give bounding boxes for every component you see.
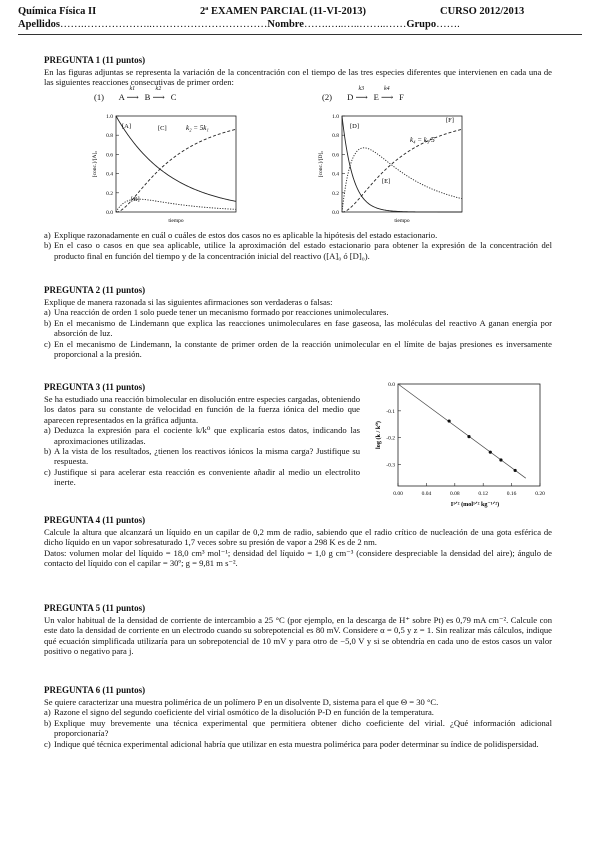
species-f: F: [399, 92, 404, 102]
q6-item-c: [44, 739, 552, 749]
item-text: Razone el signo del segundo coeficiente del virial osmótico de la disolución P-D en función de la temperatura.: [54, 707, 434, 718]
y-tick-label: -0.1: [386, 408, 395, 415]
fit-line: [398, 384, 526, 478]
q3-item-a: [44, 425, 360, 446]
q4-paragraph-2: Datos: volumen molar del líquido = 18,0 cm³ mol⁻¹; densidad del líquido = 1,0 g cm⁻³ (considere despreciable la densidad del aire); ángulo de contacto del líquido con el capilar = 30º; g = 9,81 m s⁻².: [44, 547, 552, 569]
q4-body: [44, 527, 552, 569]
x-tick-label: 0.08: [449, 491, 460, 497]
group-field: …….: [436, 19, 460, 30]
rate-annotation: k₂ = 5k₁: [186, 124, 209, 132]
label-c: [C]: [158, 125, 167, 132]
x-tick-label: 0.12: [478, 491, 489, 497]
item-text: Explique muy brevemente una técnica experimental que permitiera obtener dicho coeficiente del virial. ¿Qué información adicional proporcionaría?: [54, 717, 552, 739]
species-e: E: [373, 92, 379, 102]
species-b: B: [144, 92, 151, 102]
q1-scheme-2: [322, 86, 404, 102]
data-point: [499, 458, 502, 461]
y-tick-label: 0.2: [332, 190, 339, 197]
q6-intro: Se quiere caracterizar una muestra polimérica de un polímero P en un disolvente D, sistema para el que Θ = 30 °C.: [44, 697, 439, 707]
q6-item-a: [44, 707, 552, 717]
q6-item-b: [44, 718, 552, 739]
y-tick-label: 0.4: [106, 171, 113, 178]
item-text: Indique qué técnica experimental adicional habría que utilizar en esta muestra polimérica para poder determinar su índice de polidispersidad.: [54, 738, 539, 749]
x-tick-label: 0.20: [535, 491, 545, 497]
y-tick-label: 0.6: [332, 152, 339, 159]
item-text: Deduzca la expresión para el cociente k/k⁰ que explicaría estos datos, indicando las aproximaciones utilizadas.: [54, 425, 360, 446]
item-text: En el caso o casos en que sea aplicable, utilice la aproximación del estado estacionario para obtener la expresión de la concentración del producto final en función del tiempo y de la concentración inicial del reactivo ([A]₀ ó [D]₀).: [54, 240, 552, 261]
species-c: C: [170, 92, 177, 102]
item-label: a): [44, 707, 51, 718]
k4-label: k4: [384, 86, 390, 92]
name-label: Nombre: [267, 19, 304, 30]
data-point: [467, 435, 470, 438]
y-tick-label: 0.2: [106, 190, 113, 197]
y-tick-label: 0.0: [332, 210, 339, 216]
arrow-k3: k3 ⟶: [355, 86, 368, 102]
item-label: b): [44, 240, 52, 251]
label-f: [F]: [446, 117, 454, 124]
q1-items: [44, 230, 552, 261]
arrow-k4: k4 ⟶: [381, 86, 394, 102]
y-axis-label: log (k / k⁰): [375, 421, 382, 449]
label-e: [E]: [382, 178, 391, 185]
y-tick-label: 0.0: [388, 382, 395, 388]
y-axis-label: [conc.]/[D]₀: [318, 150, 324, 178]
ionic-strength-chart: [368, 378, 558, 510]
plot-frame: [342, 116, 462, 212]
label-b: [B]: [131, 196, 140, 203]
k3-label: k3: [358, 86, 365, 92]
y-axis-label: [conc.]/[A]₀: [92, 150, 98, 178]
q3-item-c: [44, 467, 360, 488]
q3-body: [44, 394, 360, 488]
course-title: CURSO 2012/2013: [440, 6, 525, 17]
data-point: [489, 451, 492, 454]
y-tick-label: 1.0: [332, 114, 339, 120]
name-line: [18, 19, 460, 30]
q3-item-b: [44, 446, 360, 467]
species-d: D: [347, 92, 354, 102]
q2-item-b: [44, 318, 552, 339]
item-label: a): [44, 230, 51, 240]
item-label: b): [44, 317, 52, 328]
kinetics-chart-1: [86, 108, 246, 228]
q1-item-b: [44, 240, 552, 261]
item-label: a): [44, 425, 51, 436]
y-tick-label: 0.8: [332, 133, 339, 140]
label-a: [A]: [122, 123, 132, 130]
item-text: En el mecanismo de Lindemann que explica las reacciones unimoleculares en fase gaseosa, las moléculas del reactivo A ganan energía por absorción de luz.: [54, 317, 552, 339]
q3-title: PREGUNTA 3 (11 puntos): [44, 382, 146, 392]
q5-paragraph: Un valor habitual de la densidad de corriente de intercambio a 25 °C (por ejemplo, en la descarga de H⁺ sobre Pt) es 0,79 mA cm⁻². Calcule con este dato la densidad de corriente en un electrodo cuando su sobrepotencial es 80 mV. Considere α = 0,5 y z = 1. Sin realizar más cálculos, indique qué ecuación simplificada utilizaría para un sobrepotencial de 10 mV y para otro de −5,0 V y si se obtendría en cada uno de estos casos un valor positivo o negativo para j.: [44, 615, 552, 657]
species-a: A: [118, 92, 125, 102]
item-label: b): [44, 446, 52, 457]
name-field: …….…..…..……..……: [303, 19, 407, 30]
exam-title: 2ª EXAMEN PARCIAL (11-VI-2013): [200, 6, 366, 17]
scheme-1-number: (1): [94, 92, 105, 102]
q5-title: PREGUNTA 5 (11 puntos): [44, 603, 146, 613]
q4-paragraph-1: Calcule la altura que alcanzará un líquido en un capilar de 0,2 mm de radio, sabiendo que el radio crítico de nucleación de una gota esférica de dicho líquido en un vapor sobresaturado 1,7 veces sobre su presión de vapor a 298 K es de 2 nm.: [44, 527, 552, 548]
item-text: En el mecanismo de Lindemann, la constante de primer orden de la reacción unimolecular en el límite de bajas presiones es inversamente proporcional a la presión.: [54, 338, 552, 360]
q1-intro: En las figuras adjuntas se representa la variación de la concentración con el tiempo de las tres especies diferentes que intervienen en cada una de las siguientes reacciones consecutivas de primer orden:: [44, 67, 552, 88]
item-text: A la vista de los resultados, ¿tienen los reactivos iónicos la misma carga? Justifique su respuesta.: [54, 446, 360, 467]
item-label: a): [44, 307, 51, 318]
item-label: c): [44, 738, 51, 749]
label-d: [D]: [350, 123, 360, 130]
surname-field: …….………………..……………………………: [60, 19, 268, 30]
arrow-k1: k1 ⟶: [126, 86, 139, 102]
y-tick-label: -0.2: [386, 435, 395, 442]
q2-title: PREGUNTA 2 (11 puntos): [44, 285, 146, 295]
y-tick-label: 0.6: [106, 152, 113, 159]
k1-label: k1: [129, 86, 136, 92]
scheme-2-number: (2): [322, 92, 333, 102]
item-label: c): [44, 466, 51, 477]
kinetics-chart-2: [312, 108, 472, 228]
series-f: [342, 129, 462, 212]
y-tick-label: 0.4: [332, 171, 339, 178]
series-d: [342, 116, 462, 212]
item-text: Justifique si para acelerar esta reacción es conveniente añadir al medio un electrolito inerte.: [54, 466, 360, 488]
x-tick-label: 0.04: [421, 491, 432, 497]
x-tick-label: 0.00: [393, 491, 403, 497]
x-axis-label: tiempo: [394, 218, 410, 224]
q1-item-a: [44, 230, 552, 240]
q3-intro: Se ha estudiado una reacción bimolecular en disolución entre especies cargadas, obteniendo los datos para su constante de velocidad en función de la fuerza iónica del medio que aparecen representados en la gráfica adjunta.: [44, 394, 360, 425]
q2-intro: Explique de manera razonada si las siguientes afirmaciones son verdaderas o falsas:: [44, 297, 333, 307]
series-e: [342, 148, 462, 212]
series-a: [116, 116, 236, 201]
q2-body: [44, 297, 552, 359]
q1-title: PREGUNTA 1 (11 puntos): [44, 55, 146, 65]
surname-label: Apellidos: [18, 19, 61, 30]
x-axis-label: tiempo: [168, 218, 184, 224]
item-text: Explique razonadamente en cuál o cuáles de estos dos casos no es aplicable la hipótesis del estado estacionario.: [54, 230, 438, 240]
header-divider: [18, 34, 582, 35]
item-label: c): [44, 338, 51, 349]
data-point: [448, 419, 451, 422]
x-axis-label: I¹ᐟ² (mol¹ᐟ² kg⁻¹ᐟ²): [450, 501, 500, 508]
arrow-k2: k2 ⟶: [152, 86, 165, 102]
item-text: Una reacción de orden 1 solo puede tener un mecanismo formado por reacciones unimoleculares.: [54, 307, 389, 318]
x-tick-label: 0.16: [506, 491, 517, 497]
item-label: b): [44, 717, 52, 728]
rate-annotation: k₄ = k₃/5: [410, 136, 435, 144]
y-tick-label: 1.0: [106, 114, 113, 120]
q6-title: PREGUNTA 6 (11 puntos): [44, 685, 146, 695]
y-tick-label: -0.3: [386, 462, 395, 469]
data-point: [514, 469, 517, 472]
q6-body: [44, 697, 552, 749]
y-tick-label: 0.0: [106, 210, 113, 216]
q2-item-c: [44, 339, 552, 360]
k2-label: k2: [155, 86, 162, 92]
q2-item-a: [44, 307, 552, 317]
q4-title: PREGUNTA 4 (11 puntos): [44, 515, 146, 525]
group-label: Grupo: [406, 19, 437, 30]
q1-scheme-1: [94, 86, 177, 102]
y-tick-label: 0.8: [106, 133, 113, 140]
subject-title: Química Física II: [18, 6, 97, 17]
